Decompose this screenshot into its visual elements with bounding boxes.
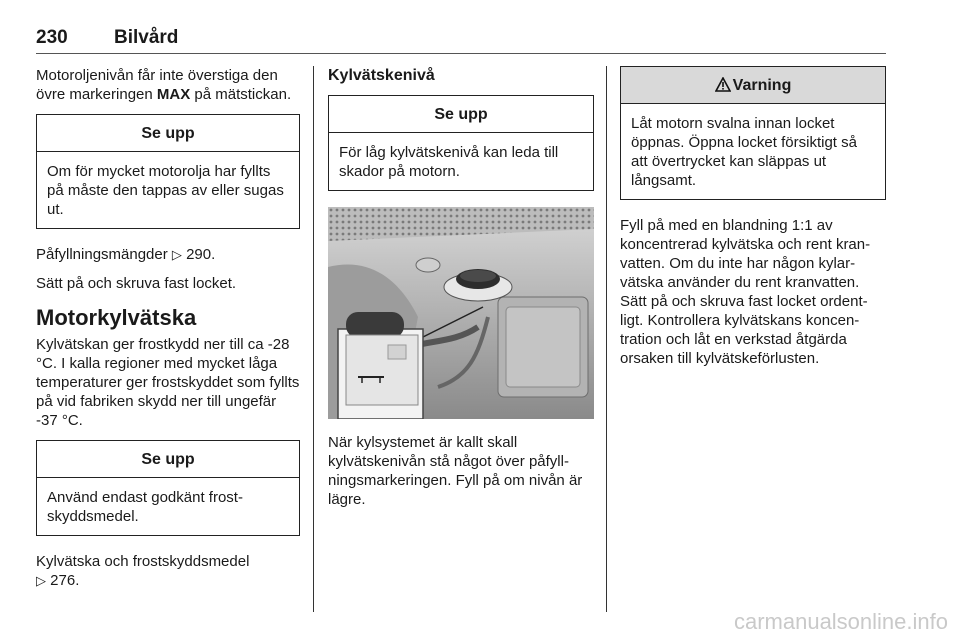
warning-triangle-icon: [715, 69, 731, 106]
caution-title: Se upp: [37, 115, 299, 152]
page-title: Bilvård: [114, 27, 179, 48]
column-divider: [313, 66, 314, 612]
page-reference-link[interactable]: 276.: [50, 572, 80, 589]
coolant-reference-text: Kylvätska och frostskyddsmedel ▷ 276.: [36, 553, 250, 589]
column-3: [620, 66, 886, 378]
refill-text: Fyll på med en blandning 1:1 av koncentrerad kylvätska och rent kran-vatten. Om du inte har någon kylar-vätska använder du rent kranvatten. Sätt på och skruva fast locket ordent-ligt. Kontrollera kylvätskans koncen-tration och låt en verkstad åtgärda orsaken till kylvätskeförlusten.: [620, 217, 871, 367]
warning-text: Låt motorn svalna innan locket öppnas. Öppna locket försiktigt så att övertrycket kan släppas ut långsamt.: [631, 115, 857, 189]
column-divider: [606, 66, 607, 612]
coolant-text: Kylvätskan ger frostkydd ner till ca -28 °C. I kalla regioner med mycket låga temperaturer ger frostskyddet som fyllts på vid fabriken skydd ner till ungefär -37 °C.: [36, 336, 300, 429]
oil-level-text: Motoroljenivån får inte överstiga den övre markeringen MAX på mätstickan.: [36, 67, 292, 103]
fill-amounts-text: Påfyllningsmängder ▷ 290.: [36, 246, 216, 263]
reference-arrow-icon: ▷: [36, 573, 46, 588]
section-heading: Kylvätskenivå: [328, 67, 435, 84]
caution-text: Använd endast godkänt frost-skyddsmedel.: [47, 489, 243, 525]
caution-title: Se upp: [37, 441, 299, 478]
coolant-level-text: När kylsystemet är kallt skall kylvätskenivån stå något över påfyll-ningsmarkeringen. Fyll på om nivån är lägre.: [328, 434, 583, 508]
engine-coolant-reservoir-photo: [328, 207, 594, 419]
caution-title: Se upp: [329, 96, 593, 133]
caution-box: [36, 440, 300, 536]
caution-text: Om för mycket motorolja har fyllts på måste den tappas av eller sugas ut.: [47, 163, 284, 218]
warning-title-bar: [621, 67, 885, 104]
section-heading: Motorkylvätska: [36, 305, 197, 330]
page-reference-link[interactable]: 290.: [186, 246, 216, 263]
caution-box: [328, 95, 594, 191]
column-2: [328, 66, 594, 519]
watermark: carmanualsonline.info: [733, 609, 948, 634]
page-header: [36, 28, 886, 54]
column-1: [36, 66, 300, 600]
reference-arrow-icon: ▷: [171, 247, 182, 262]
warning-title: Varning: [732, 77, 792, 94]
page-number: 230: [36, 27, 68, 48]
caution-box: [36, 114, 300, 229]
screw-cap-text: Sätt på och skruva fast locket.: [36, 275, 237, 292]
warning-box: [620, 66, 886, 200]
caution-text: För låg kylvätskenivå kan leda till skador på motorn.: [339, 144, 559, 180]
